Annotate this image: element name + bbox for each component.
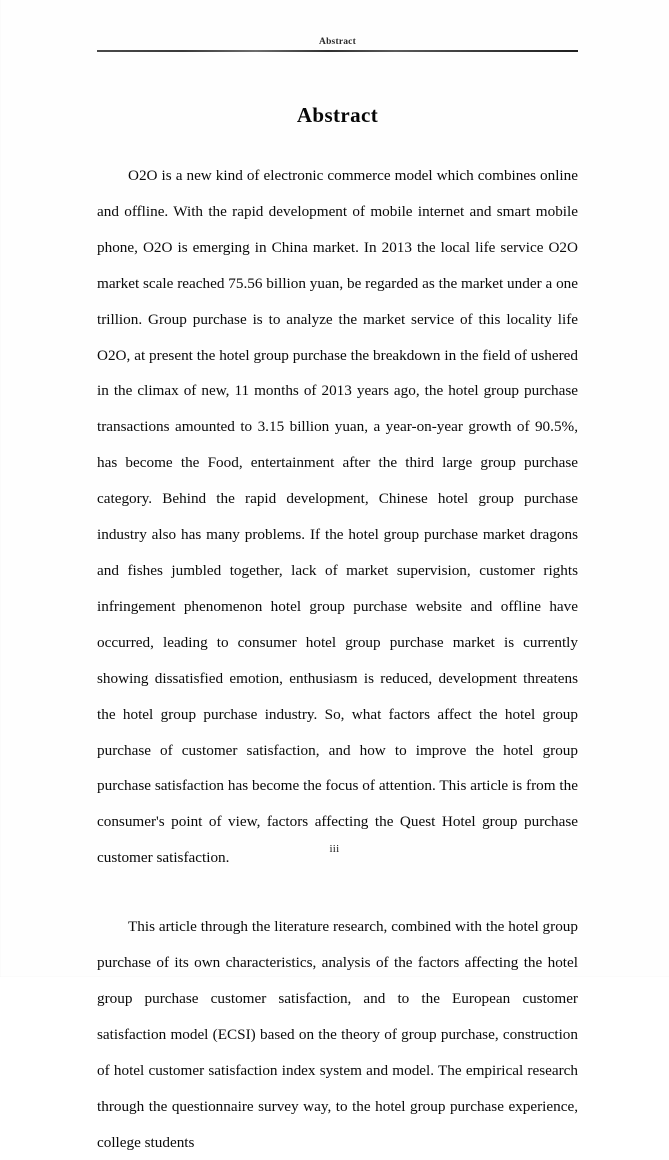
header-divider-rule: [97, 50, 578, 52]
abstract-paragraph-2: This article through the literature research, combined with the hotel group purchase of its own characteristics, analysis of the factors affecting the hotel group purchase customer satisfaction, and to the European customer satisfaction model (ECSI) based on the theory of group purchase, construction of hotel customer satisfaction index system and model. The empirical research through the questionnaire survey way, to the hotel group purchase experience, college students: [97, 918, 578, 1151]
page-title: Abstract: [296, 103, 379, 127]
page-header: [97, 36, 578, 52]
abstract-paragraph-1: O2O is a new kind of electronic commerce model which combines online and offline. With the rapid development of mobile internet and smart mobile phone, O2O is emerging in China market. In 2013 the local life service O2O market scale reached 75.56 billion yuan, be regarded as the market under a one trillion. Group purchase is to analyze the market service of this locality life O2O, at present the hotel group purchase the breakdown in the field of ushered in the climax of new, 11 months of 2013 years ago, the hotel group purchase transactions amounted to 3.15 billion yuan, a year-on-year growth of 90.5%, has become the Food, entertainment after the third large group purchase category. Behind the rapid development, Chinese hotel group purchase industry also has many problems. If the hotel group purchase market dragons and fishes jumbled together, lack of market supervision, customer rights infringement phenomenon hotel group purchase website and offline have occurred, leading to consumer hotel group purchase market is currently showing dissatisfied emotion, enthusiasm is reduced, development threatens the hotel group purchase industry. So, what factors affect the hotel group purchase of customer satisfaction, and how to improve the hotel group purchase satisfaction has become the focus of attention. This article is from the consumer's point of view, factors affecting the Quest Hotel group purchase customer satisfaction.: [97, 167, 578, 867]
running-header-text: Abstract: [319, 37, 356, 47]
page-number-footer: iii: [329, 843, 340, 855]
abstract-body: [97, 158, 578, 1160]
